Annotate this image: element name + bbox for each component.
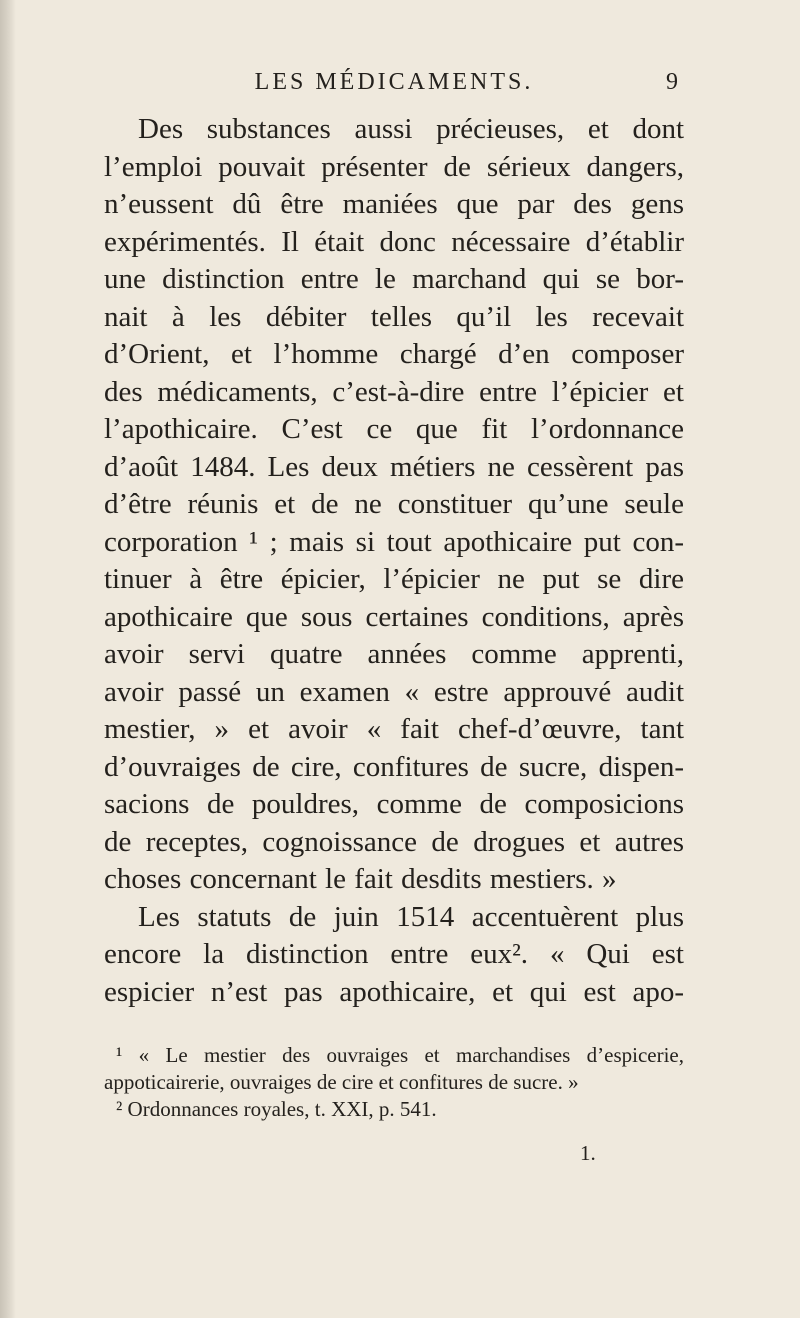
text-line: mestier, » et avoir « fait chef-d’œuvre, tant bbox=[104, 713, 684, 745]
page-number: 9 bbox=[666, 69, 678, 95]
text-line: apothicaire que sous certaines conditions, après bbox=[104, 600, 684, 633]
text-line: de receptes, cognoissance de drogues et autres bbox=[104, 825, 684, 858]
text-line: tinuer à être épicier, l’épicier ne put se dire bbox=[104, 563, 684, 595]
text-line: des médicaments, c’est-à-dire entre l’épicier et bbox=[104, 375, 684, 408]
text-line: encore la distinction entre eux². « Qui est bbox=[104, 938, 684, 970]
text-line: l’emploi pouvait présenter de sérieux dangers, bbox=[104, 150, 684, 183]
text-line: d’Orient, et l’homme chargé d’en composer bbox=[104, 338, 684, 370]
footnote bbox=[104, 1096, 684, 1123]
signature-mark: 1. bbox=[580, 1141, 596, 1165]
text-line: l’apothicaire. C’est ce que fit l’ordonnance bbox=[104, 413, 684, 445]
text-line: n’eussent dû être maniées que par des gens bbox=[104, 188, 684, 220]
footnote-line: ² Ordonnances royales, t. XXI, p. 541. bbox=[116, 1097, 437, 1121]
paragraph bbox=[104, 899, 684, 1012]
running-head-title: LES MÉDICAMENTS. bbox=[254, 69, 534, 95]
text-line: d’être réunis et de ne constituer qu’une seule bbox=[104, 488, 684, 520]
text-line: expérimentés. Il était donc nécessaire d’établir bbox=[104, 225, 684, 258]
text-line: choses concernant le fait desdits mestiers. » bbox=[104, 863, 617, 895]
text-line: corporation ¹ ; mais si tout apothicaire put con- bbox=[104, 525, 684, 558]
running-head bbox=[104, 64, 684, 100]
paragraph bbox=[104, 111, 684, 899]
text-line: une distinction entre le marchand qui se bor- bbox=[104, 263, 684, 295]
text-line: sacions de pouldres, comme de composicions bbox=[104, 788, 684, 820]
text-line: espicier n’est pas apothicaire, et qui est apo- bbox=[104, 975, 684, 1008]
text-line: nait à les débiter telles qu’il les recevait bbox=[104, 300, 684, 333]
footnote-line: appoticairerie, ouvraiges de cire et confitures de sucre. » bbox=[104, 1070, 579, 1094]
text-line: Les statuts de juin 1514 accentuèrent plus bbox=[138, 900, 684, 933]
text-line: Des substances aussi précieuses, et dont bbox=[138, 113, 684, 145]
text-line: avoir servi quatre années comme apprenti, bbox=[104, 638, 684, 670]
footnote-line: ¹ « Le mestier des ouvraiges et marchandises d’espicerie, bbox=[116, 1043, 684, 1067]
text-line: d’août 1484. Les deux métiers ne cessèrent pas bbox=[104, 450, 684, 483]
body-text bbox=[104, 111, 684, 1011]
text-line: avoir passé un examen « estre approuvé audit bbox=[104, 675, 684, 708]
text-line: d’ouvraiges de cire, confitures de sucre, dispen- bbox=[104, 750, 684, 783]
footnote bbox=[104, 1042, 684, 1096]
footnotes bbox=[104, 1042, 684, 1123]
